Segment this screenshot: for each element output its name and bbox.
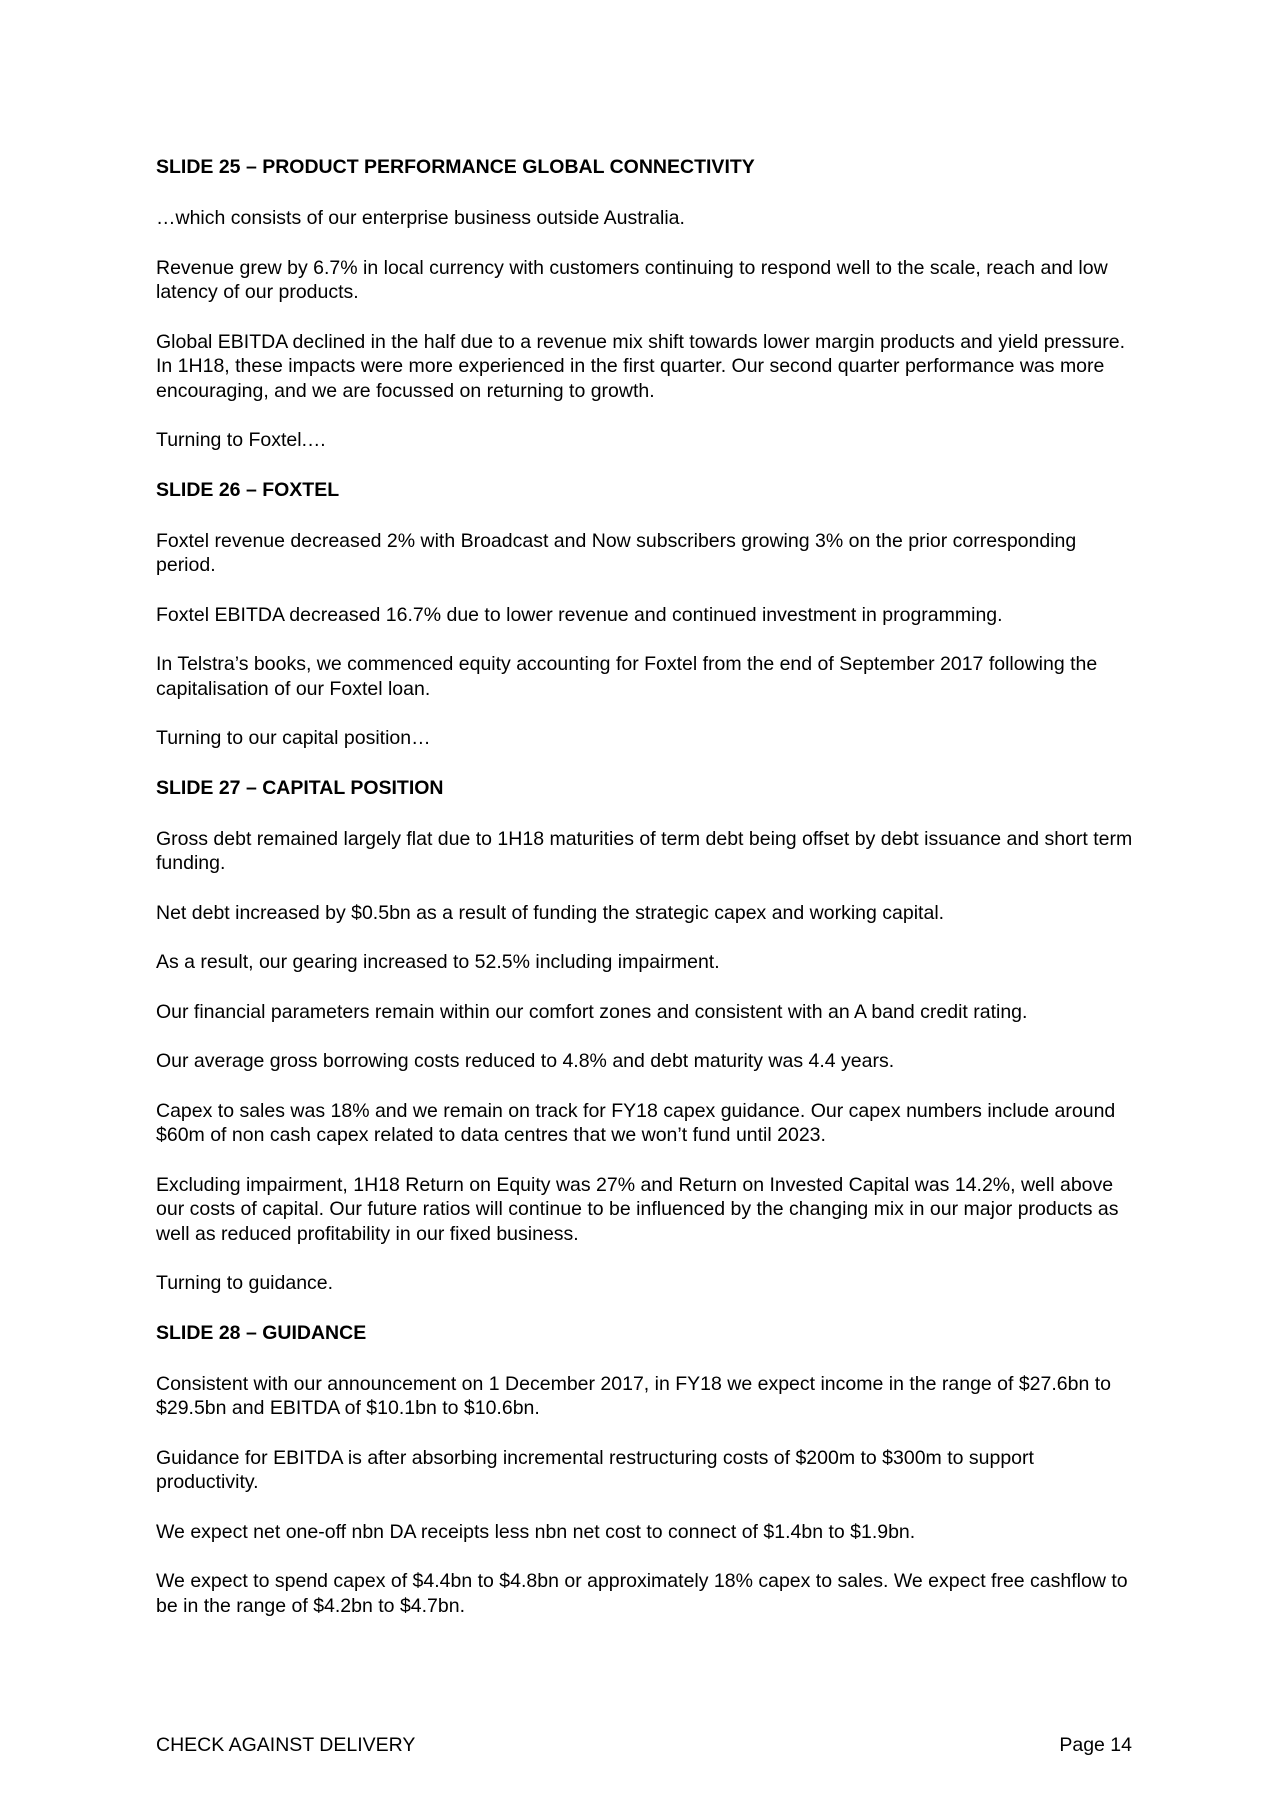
slide-25-heading: SLIDE 25 – PRODUCT PERFORMANCE GLOBAL CONNECTIVITY — [156, 156, 755, 178]
paragraph: Turning to guidance. — [156, 1272, 334, 1294]
paragraph: …which consists of our enterprise business outside Australia. — [156, 207, 685, 229]
paragraph: In Telstra’s books, we commenced equity accounting for Foxtel from the end of September 2017 following the capitalisation of our Foxtel loan. — [156, 653, 1098, 700]
paragraph: Excluding impairment, 1H18 Return on Equity was 27% and Return on Invested Capital was 14.2%, well above our costs of capital. Our future ratios will continue to be influenced by the changing mix in our major products as well as reduced profitability in our fixed business. — [156, 1173, 1119, 1245]
paragraph: We expect to spend capex of $4.4bn to $4.8bn or approximately 18% capex to sales. We expect free cashflow to be in the range of $4.2bn to $4.7bn. — [156, 1570, 1128, 1617]
paragraph: As a result, our gearing increased to 52.5% including impairment. — [156, 951, 720, 973]
paragraph: Our financial parameters remain within our comfort zones and consistent with an A band credit rating. — [156, 1000, 1028, 1023]
slide-26-heading: SLIDE 26 – FOXTEL — [156, 478, 340, 501]
paragraph: Foxtel revenue decreased 2% with Broadcast and Now subscribers growing 3% on the prior corresponding period. — [156, 529, 1077, 576]
slide-27-heading: SLIDE 27 – CAPITAL POSITION — [156, 776, 444, 799]
paragraph: Foxtel EBITDA decreased 16.7% due to lower revenue and continued investment in programming. — [156, 603, 1003, 626]
paragraph: Our average gross borrowing costs reduced to 4.8% and debt maturity was 4.4 years. — [156, 1050, 895, 1072]
paragraph: Gross debt remained largely flat due to 1H18 maturities of term debt being offset by debt issuance and short term funding. — [156, 827, 1133, 874]
document-body — [156, 155, 1136, 1643]
slide-28-heading: SLIDE 28 – GUIDANCE — [156, 1321, 367, 1344]
paragraph: Turning to our capital position… — [156, 727, 431, 749]
paragraph: We expect net one-off nbn DA receipts less nbn net cost to connect of $1.4bn to $1.9bn. — [156, 1520, 916, 1543]
page-number: Page 14 — [1059, 1734, 1132, 1756]
paragraph: Net debt increased by $0.5bn as a result of funding the strategic capex and working capital. — [156, 901, 945, 924]
footer-label: CHECK AGAINST DELIVERY — [156, 1734, 416, 1756]
paragraph: Global EBITDA declined in the half due to a revenue mix shift towards lower margin products and yield pressure. In 1H18, these impacts were more experienced in the first quarter. Our second quarter performance was more encouraging, and we are focussed on returning to growth. — [156, 330, 1126, 402]
paragraph: Turning to Foxtel.… — [156, 429, 327, 451]
paragraph: Guidance for EBITDA is after absorbing incremental restructuring costs of $200m to $300m to support productivity. — [156, 1446, 1034, 1493]
paragraph: Consistent with our announcement on 1 December 2017, in FY18 we expect income in the range of $27.6bn to $29.5bn and EBITDA of $10.1bn to $10.6bn. — [156, 1372, 1112, 1419]
paragraph: Capex to sales was 18% and we remain on track for FY18 capex guidance. Our capex numbers include around $60m of non cash capex related to data centres that we won’t fund until 2023. — [156, 1099, 1116, 1146]
paragraph: Revenue grew by 6.7% in local currency with customers continuing to respond well to the scale, reach and low latency of our products. — [156, 256, 1108, 303]
